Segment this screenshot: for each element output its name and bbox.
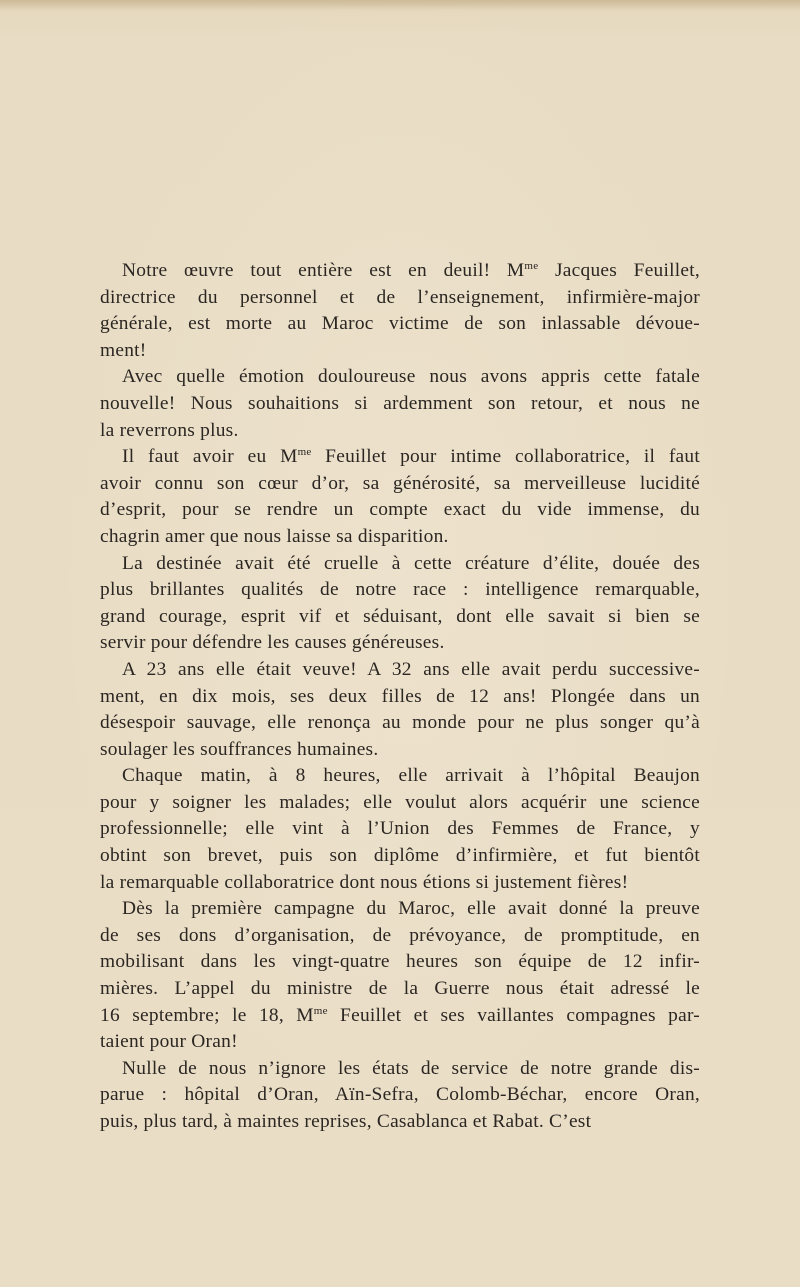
paragraph bbox=[78, 896, 700, 1056]
text-run: puis, plus tard, à maintes reprises, Casablanca et Rabat. C’est bbox=[100, 1111, 592, 1132]
text-line bbox=[78, 896, 700, 923]
text-line bbox=[78, 1003, 700, 1030]
text-line bbox=[78, 444, 700, 471]
text-run: désespoir sauvage, elle renonça au monde pour ne plus songer qu’à bbox=[100, 712, 700, 734]
page-top-edge bbox=[0, 0, 800, 10]
text-line bbox=[78, 471, 700, 498]
text-run: générale, est morte au Maroc victime de son inlassable dévoue- bbox=[100, 313, 700, 335]
text-run: soulager les souffrances humaines. bbox=[100, 738, 379, 760]
text-run: Jacques Feuillet, bbox=[538, 260, 701, 281]
text-run: d’esprit, pour se rendre un compte exact du vide immense, du bbox=[100, 499, 700, 521]
text-line bbox=[78, 604, 700, 631]
text-line bbox=[78, 816, 700, 843]
text-line bbox=[78, 710, 700, 737]
text-line bbox=[78, 763, 700, 790]
text-line bbox=[78, 657, 700, 684]
text-line bbox=[78, 737, 700, 764]
text-run: ment, en dix mois, ses deux filles de 12 ans! Plongée dans un bbox=[100, 685, 700, 707]
text-run: obtint son brevet, puis son diplôme d’infirmière, et fut bientôt bbox=[100, 845, 700, 867]
paragraph bbox=[78, 364, 700, 444]
text-line bbox=[78, 524, 700, 551]
text-line bbox=[78, 577, 700, 604]
text-run: la remarquable collaboratrice dont nous étions si justement fières! bbox=[100, 871, 629, 893]
text-run: de ses dons d’organisation, de prévoyance, de promptitude, en bbox=[100, 924, 700, 946]
text-run: pour y soigner les malades; elle voulut alors acquérir une science bbox=[100, 791, 700, 813]
text-line bbox=[78, 843, 700, 870]
text-line bbox=[78, 630, 700, 657]
text-line bbox=[78, 870, 700, 897]
paragraph bbox=[78, 763, 700, 896]
text-run: la reverrons plus. bbox=[100, 419, 239, 441]
body-text bbox=[78, 258, 700, 1136]
text-line bbox=[78, 684, 700, 711]
text-line bbox=[78, 1056, 700, 1083]
text-run: servir pour défendre les causes généreuses. bbox=[100, 632, 445, 654]
text-line bbox=[78, 418, 700, 445]
text-run: professionnelle; elle vint à l’Union des Femmes de France, y bbox=[100, 818, 700, 840]
text-run: directrice du personnel et de l’enseignement, infirmière-major bbox=[100, 286, 700, 308]
paragraph bbox=[78, 657, 700, 763]
text-line bbox=[78, 1109, 700, 1136]
text-line bbox=[78, 258, 700, 285]
text-run: chagrin amer que nous laisse sa disparition. bbox=[100, 525, 449, 547]
text-run: Feuillet et ses vaillantes compagnes par- bbox=[327, 1004, 700, 1026]
text-line bbox=[78, 923, 700, 950]
text-run: Chaque matin, à 8 heures, elle arrivait à l’hôpital Beaujon bbox=[122, 765, 700, 787]
text-line bbox=[78, 551, 700, 578]
paragraph bbox=[78, 1056, 700, 1136]
text-line bbox=[78, 1029, 700, 1056]
text-run: ment! bbox=[100, 339, 147, 361]
text-run: mobilisant dans les vingt-quatre heures son équipe de 12 infir- bbox=[100, 951, 700, 973]
paragraph bbox=[78, 444, 700, 550]
text-run: La destinée avait été cruelle à cette créature d’élite, douée des bbox=[122, 552, 700, 574]
text-run: Avec quelle émotion douloureuse nous avons appris cette fatale bbox=[122, 366, 700, 388]
paragraph bbox=[78, 551, 700, 657]
text-line bbox=[78, 364, 700, 391]
text-run: avoir connu son cœur d’or, sa générosité, sa merveilleuse lucidité bbox=[100, 472, 700, 494]
text-line bbox=[78, 790, 700, 817]
text-run: 16 septembre; le 18, M bbox=[100, 1004, 314, 1026]
superscript: me bbox=[297, 446, 312, 459]
text-line bbox=[78, 311, 700, 338]
superscript: me bbox=[313, 1004, 328, 1017]
text-line bbox=[78, 497, 700, 524]
text-run: taient pour Oran! bbox=[100, 1031, 238, 1053]
text-line bbox=[78, 1082, 700, 1109]
text-run: Notre œuvre tout entière est en deuil! M bbox=[122, 260, 525, 281]
text-line bbox=[78, 391, 700, 418]
paragraph bbox=[78, 258, 700, 364]
text-run: Feuillet pour intime collaboratrice, il faut bbox=[311, 446, 700, 468]
text-line bbox=[78, 949, 700, 976]
text-run: plus brillantes qualités de notre race : intelligence remarquable, bbox=[100, 579, 700, 601]
superscript: me bbox=[524, 260, 539, 272]
text-run: Il faut avoir eu M bbox=[122, 446, 298, 468]
text-run: nouvelle! Nous souhaitions si ardemment son retour, et nous ne bbox=[100, 392, 700, 414]
text-run: grand courage, esprit vif et séduisant, dont elle savait si bien se bbox=[100, 605, 700, 627]
text-run: parue : hôpital d’Oran, Aïn-Sefra, Colomb-Béchar, encore Oran, bbox=[100, 1084, 700, 1106]
text-run: Dès la première campagne du Maroc, elle avait donné la preuve bbox=[122, 898, 700, 920]
text-line bbox=[78, 976, 700, 1003]
text-run: mières. L’appel du ministre de la Guerre nous était adressé le bbox=[100, 978, 700, 1000]
text-run: Nulle de nous n’ignore les états de service de notre grande dis- bbox=[122, 1057, 700, 1079]
text-run: A 23 ans elle était veuve! A 32 ans elle avait perdu successive- bbox=[122, 658, 700, 680]
text-line bbox=[78, 285, 700, 312]
text-line bbox=[78, 338, 700, 365]
